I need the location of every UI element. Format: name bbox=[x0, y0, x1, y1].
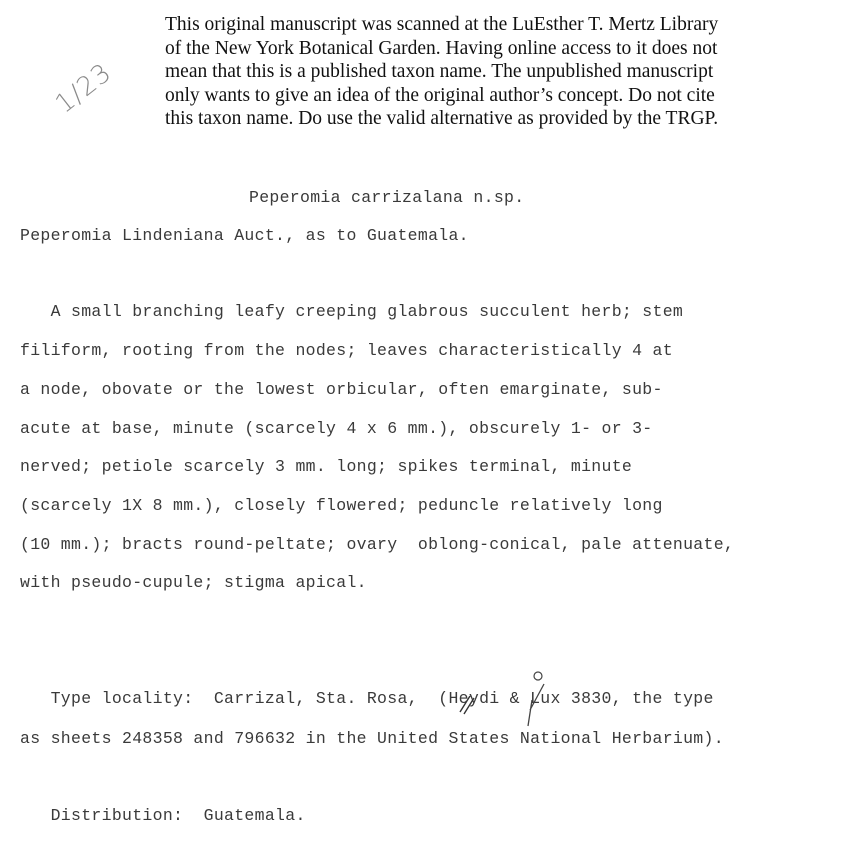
library-notice bbox=[165, 13, 795, 131]
description-line: A small branching leafy creeping glabrous succulent herb; stem bbox=[20, 302, 684, 321]
notice-line: This original manuscript was scanned at the LuEsther T. Mertz Library bbox=[165, 14, 719, 35]
synonym-line: Peperomia Lindeniana Auct., as to Guatemala. bbox=[20, 226, 469, 245]
notice-line: this taxon name. Do use the valid alternative as provided by the TRGP. bbox=[165, 108, 719, 129]
description-line: with pseudo-cupule; stigma apical. bbox=[20, 573, 367, 592]
pencil-page-number: 1/23 bbox=[50, 57, 118, 120]
distribution-line: Distribution: Guatemala. bbox=[20, 806, 306, 825]
type-locality-line: Type locality: Carrizal, Sta. Rosa, (Heydi & Lux 3830, the type bbox=[20, 689, 714, 708]
description-line: filiform, rooting from the nodes; leaves characteristically 4 at bbox=[20, 341, 673, 360]
description-line: (10 mm.); bracts round-peltate; ovary oblong-conical, pale attenuate, bbox=[20, 535, 735, 554]
notice-line: of the New York Botanical Garden. Having online access to it does not bbox=[165, 37, 718, 59]
notice-line: mean that this is a published taxon name. The unpublished manuscript bbox=[165, 61, 714, 82]
handwritten-correction-mark bbox=[456, 670, 546, 730]
description-line: a node, obovate or the lowest orbicular, often emarginate, sub- bbox=[20, 380, 663, 399]
notice-line: only wants to give an idea of the original author’s concept. Do not cite bbox=[165, 84, 715, 106]
description-line: nerved; petiole scarcely 3 mm. long; spikes terminal, minute bbox=[20, 457, 633, 476]
description-line: acute at base, minute (scarcely 4 x 6 mm.), obscurely 1- or 3- bbox=[20, 419, 653, 438]
type-locality-line: as sheets 248358 and 796632 in the United States National Herbarium). bbox=[20, 729, 724, 748]
description-line: (scarcely 1X 8 mm.), closely flowered; peduncle relatively long bbox=[20, 496, 663, 515]
species-title: Peperomia carrizalana n.sp. bbox=[249, 188, 525, 207]
